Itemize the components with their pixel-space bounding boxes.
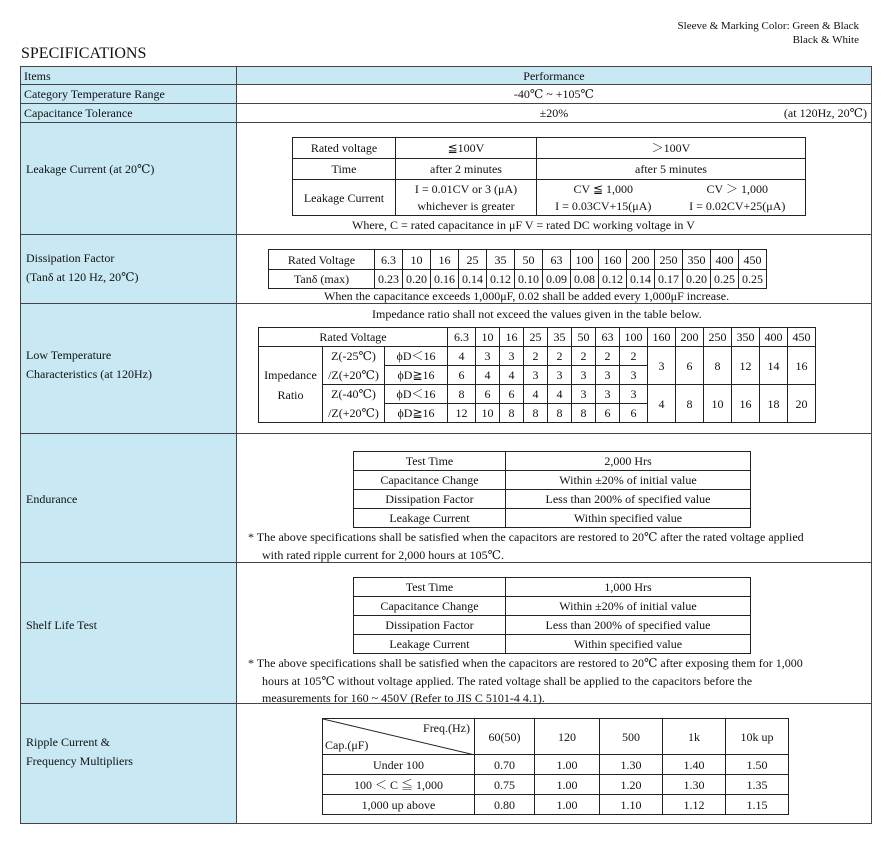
lt-voltage-cell: 400 — [760, 328, 788, 347]
ripple-mult-cell: 1.20 — [600, 775, 663, 795]
ripple-mult-cell: 1.30 — [663, 775, 726, 795]
lt-value-cell: 2 — [596, 347, 620, 366]
lt-ratio: Ratio — [277, 387, 304, 402]
lk-rated-voltage: Rated voltage — [293, 138, 396, 159]
ripple-mult-cell: 1.10 — [600, 795, 663, 815]
lt-value-cell: 3 — [524, 366, 548, 385]
ripple-mult-cell: 0.70 — [475, 755, 535, 775]
df-voltage-cell: 350 — [683, 250, 711, 270]
lt-value-cell: 12 — [448, 404, 476, 423]
df-tan-label: Tanδ (max) — [269, 270, 375, 289]
ripple-label-1: Ripple Current & — [26, 735, 110, 749]
ripple-mult-cell: 1.30 — [600, 755, 663, 775]
endurance-item-cell: Capacitance Change — [354, 471, 506, 490]
lk-f1b: whichever is greater — [417, 198, 515, 213]
endurance-item-cell: Dissipation Factor — [354, 490, 506, 509]
df-voltage-cell: 400 — [711, 250, 739, 270]
df-voltage-cell: 450 — [739, 250, 767, 270]
lt-value-cell: 20 — [788, 385, 816, 423]
lt-value-cell: 3 — [596, 366, 620, 385]
lt-value-cell: 12 — [732, 347, 760, 385]
lt-value-cell: 10 — [476, 404, 500, 423]
lt-table — [258, 327, 816, 423]
lt-value-cell: 10 — [704, 385, 732, 423]
lt-d4: ϕD≧16 — [385, 404, 448, 423]
ripple-row — [323, 755, 789, 775]
endurance-label: Endurance — [26, 492, 78, 506]
lt-value-cell: 6 — [596, 404, 620, 423]
shelf-row — [354, 597, 751, 616]
tolerance-value: ±20% — [539, 106, 569, 120]
lk-t2: after 5 minutes — [537, 159, 806, 180]
sleeve-color-note — [678, 19, 859, 47]
lt-value-cell: 3 — [548, 366, 572, 385]
leakage-label: Leakage Current (at 20℃) — [26, 162, 155, 176]
ripple-mult-cell: 1.40 — [663, 755, 726, 775]
ripple-cap-cell: 100 ＜ C ≦ 1,000 — [323, 775, 475, 795]
shelf-row — [354, 635, 751, 654]
df-value-cell: 0.20 — [683, 270, 711, 289]
tolerance-cell — [236, 104, 871, 123]
shelf-note-2: hours at 105℃ without voltage applied. The rated voltage shall be applied to the capacitors before the — [262, 674, 753, 688]
df-value-cell: 0.23 — [375, 270, 403, 289]
lt-value-cell: 2 — [524, 347, 548, 366]
lt-value-cell: 8 — [524, 404, 548, 423]
lt-value-cell: 6 — [620, 404, 648, 423]
df-voltage-cell: 10 — [403, 250, 431, 270]
lt-value-cell: 6 — [448, 366, 476, 385]
performance-header: Performance — [236, 67, 871, 85]
lt-value-cell: 16 — [788, 347, 816, 385]
df-voltage-cell: 16 — [431, 250, 459, 270]
lt-value-cell: 4 — [524, 385, 548, 404]
lt-value-cell: 3 — [648, 347, 676, 385]
lt-rated-label: Rated Voltage — [259, 328, 448, 347]
lt-impedance: Impedance — [264, 367, 317, 382]
lk-f3b: I = 0.02CV+25(μA) — [689, 198, 786, 213]
ripple-row — [323, 775, 789, 795]
df-value-cell: 0.10 — [515, 270, 543, 289]
lt-voltage-cell: 35 — [548, 328, 572, 347]
shelf-value-cell: Within specified value — [506, 635, 751, 654]
endurance-row — [354, 452, 751, 471]
lt-value-cell: 6 — [476, 385, 500, 404]
shelf-row — [354, 616, 751, 635]
lt-voltage-cell: 25 — [524, 328, 548, 347]
shelf-label: Shelf Life Test — [26, 618, 97, 632]
lt-z40: Z(-40℃) — [323, 385, 385, 404]
lt-value-cell: 3 — [596, 385, 620, 404]
df-voltage-cell: 250 — [655, 250, 683, 270]
lt-voltage-cell: 450 — [788, 328, 816, 347]
tolerance-label: Capacitance Tolerance — [21, 104, 237, 123]
lt-value-cell: 6 — [676, 347, 704, 385]
lk-f2a: CV ≦ 1,000 — [573, 181, 633, 196]
lt-voltage-cell: 100 — [620, 328, 648, 347]
ripple-mult-cell: 1.00 — [535, 755, 600, 775]
ripple-freq-cell: 60(50) — [475, 719, 535, 755]
lt-value-cell: 2 — [620, 347, 648, 366]
lt-voltage-cell: 6.3 — [448, 328, 476, 347]
df-value-cell: 0.14 — [459, 270, 487, 289]
lt-intro: Impedance ratio shall not exceed the values given in the table below. — [372, 307, 702, 321]
lk-f1a: I = 0.01CV or 3 (μA) — [414, 181, 518, 196]
lt-z25: Z(-25℃) — [323, 347, 385, 366]
ripple-mult-cell: 0.80 — [475, 795, 535, 815]
page-title: SPECIFICATIONS — [21, 45, 147, 62]
lt-d3: ϕD＜16 — [385, 385, 448, 404]
lt-voltage-cell: 350 — [732, 328, 760, 347]
df-voltage-cell: 25 — [459, 250, 487, 270]
endurance-value-cell: Less than 200% of specified value — [506, 490, 751, 509]
sleeve-line-2: Black & White — [792, 34, 859, 46]
lt-value-cell: 4 — [448, 347, 476, 366]
endurance-row — [354, 471, 751, 490]
shelf-item-cell: Dissipation Factor — [354, 616, 506, 635]
shelf-value-cell: Within ±20% of initial value — [506, 597, 751, 616]
lt-value-cell: 8 — [500, 404, 524, 423]
shelf-value-cell: 1,000 Hrs — [506, 578, 751, 597]
lt-value-cell: 8 — [572, 404, 596, 423]
endurance-item-cell: Leakage Current — [354, 509, 506, 528]
shelf-item-cell: Capacitance Change — [354, 597, 506, 616]
endurance-row — [354, 509, 751, 528]
endurance-table — [353, 451, 751, 528]
endurance-note-2: with rated ripple current for 2,000 hours at 105℃. — [262, 548, 505, 562]
df-value-cell: 0.20 — [403, 270, 431, 289]
lt-voltage-cell: 16 — [500, 328, 524, 347]
shelf-note-1: * The above specifications shall be satisfied when the capacitors are restored to 20℃ after exposing them for 1,000 — [248, 656, 803, 670]
lt-value-cell: 14 — [760, 347, 788, 385]
df-voltage-cell: 6.3 — [375, 250, 403, 270]
lk-time: Time — [293, 159, 396, 180]
ripple-mult-cell: 1.12 — [663, 795, 726, 815]
lt-voltage-cell: 50 — [572, 328, 596, 347]
lk-f3a: CV ＞ 1,000 — [706, 181, 768, 196]
lt-value-cell: 8 — [676, 385, 704, 423]
lt-value-cell: 6 — [500, 385, 524, 404]
lt-value-cell: 3 — [500, 347, 524, 366]
lk-t1: after 2 minutes — [396, 159, 537, 180]
ripple-freq-cell: 10k up — [726, 719, 789, 755]
df-value-cell: 0.08 — [571, 270, 599, 289]
lt-z20a: /Z(+20℃) — [323, 366, 385, 385]
ripple-mult-cell: 1.35 — [726, 775, 789, 795]
ripple-mult-cell: 0.75 — [475, 775, 535, 795]
lt-d2: ϕD≧16 — [385, 366, 448, 385]
shelf-item-cell: Leakage Current — [354, 635, 506, 654]
lt-value-cell: 3 — [572, 385, 596, 404]
df-voltage-cell: 160 — [599, 250, 627, 270]
ripple-freq-cell: 120 — [535, 719, 600, 755]
df-voltage-cell: 63 — [543, 250, 571, 270]
ripple-row — [323, 795, 789, 815]
endurance-item-cell: Test Time — [354, 452, 506, 471]
temp-range-label: Category Temperature Range — [21, 85, 237, 104]
ripple-mult-cell: 1.00 — [535, 795, 600, 815]
temp-range-value: -40℃ ~ +105℃ — [236, 85, 871, 104]
endurance-value-cell: Within specified value — [506, 509, 751, 528]
endurance-row — [354, 490, 751, 509]
lt-value-cell: 4 — [648, 385, 676, 423]
ripple-cap-label: Cap.(μF) — [325, 738, 369, 752]
ripple-table — [322, 718, 789, 815]
ripple-freq-cell: 1k — [663, 719, 726, 755]
df-value-cell: 0.09 — [543, 270, 571, 289]
items-header: Items — [21, 67, 237, 85]
df-value-cell: 0.25 — [711, 270, 739, 289]
ripple-freq-cell: 500 — [600, 719, 663, 755]
lt-value-cell: 4 — [500, 366, 524, 385]
lt-value-cell: 16 — [732, 385, 760, 423]
lt-value-cell: 8 — [704, 347, 732, 385]
endurance-note-1: * The above specifications shall be satisfied when the capacitors are restored to 20℃ after the rated voltage applied — [248, 530, 804, 544]
lt-z20b: /Z(+20℃) — [323, 404, 385, 423]
ripple-cap-cell: Under 100 — [323, 755, 475, 775]
df-voltage-cell: 35 — [487, 250, 515, 270]
lk-v2: ＞100V — [537, 138, 806, 159]
ripple-cap-cell: 1,000 up above — [323, 795, 475, 815]
lk-v1: ≦100V — [396, 138, 537, 159]
lt-voltage-cell: 250 — [704, 328, 732, 347]
df-table — [268, 249, 767, 289]
ripple-freq-label: Freq.(Hz) — [423, 721, 470, 735]
lt-value-cell: 3 — [620, 366, 648, 385]
lt-value-cell: 8 — [448, 385, 476, 404]
lt-value-cell: 4 — [476, 366, 500, 385]
df-value-cell: 0.12 — [487, 270, 515, 289]
lt-value-cell: 2 — [572, 347, 596, 366]
lt-label-2: Characteristics (at 120Hz) — [26, 367, 152, 381]
lt-voltage-cell: 63 — [596, 328, 620, 347]
lt-value-cell: 8 — [548, 404, 572, 423]
df-label-1: Dissipation Factor — [26, 251, 115, 265]
lt-voltage-cell: 200 — [676, 328, 704, 347]
df-value-cell: 0.16 — [431, 270, 459, 289]
lk-f2b: I = 0.03CV+15(μA) — [555, 198, 652, 213]
shelf-value-cell: Less than 200% of specified value — [506, 616, 751, 635]
lt-value-cell: 4 — [548, 385, 572, 404]
endurance-value-cell: 2,000 Hrs — [506, 452, 751, 471]
df-note: When the capacitance exceeds 1,000μF, 0.02 shall be added every 1,000μF increase. — [324, 289, 730, 303]
df-value-cell: 0.17 — [655, 270, 683, 289]
lt-value-cell: 3 — [476, 347, 500, 366]
shelf-item-cell: Test Time — [354, 578, 506, 597]
lt-value-cell: 3 — [572, 366, 596, 385]
shelf-table — [353, 577, 751, 654]
lt-voltage-cell: 10 — [476, 328, 500, 347]
df-voltage-cell: 200 — [627, 250, 655, 270]
leakage-where-note: Where, C = rated capacitance in μF V = rated DC working voltage in V — [352, 218, 695, 232]
df-label-2: (Tanδ at 120 Hz, 20℃) — [26, 270, 139, 284]
df-value-cell: 0.12 — [599, 270, 627, 289]
ripple-mult-cell: 1.00 — [535, 775, 600, 795]
lt-value-cell: 3 — [620, 385, 648, 404]
leakage-table — [292, 137, 806, 216]
sleeve-line-1: Sleeve & Marking Color: Green & Black — [677, 20, 859, 32]
df-rated-label: Rated Voltage — [269, 250, 375, 270]
df-value-cell: 0.14 — [627, 270, 655, 289]
ripple-label-2: Frequency Multipliers — [26, 754, 133, 768]
ripple-mult-cell: 1.15 — [726, 795, 789, 815]
df-voltage-cell: 50 — [515, 250, 543, 270]
tolerance-note: (at 120Hz, 20℃) — [783, 106, 867, 120]
endurance-value-cell: Within ±20% of initial value — [506, 471, 751, 490]
lt-d1: ϕD＜16 — [385, 347, 448, 366]
lt-label-1: Low Temperature — [26, 348, 112, 362]
ripple-mult-cell: 1.50 — [726, 755, 789, 775]
ripple-corner — [323, 719, 475, 755]
shelf-row — [354, 578, 751, 597]
lt-value-cell: 2 — [548, 347, 572, 366]
df-value-cell: 0.25 — [739, 270, 767, 289]
df-voltage-cell: 100 — [571, 250, 599, 270]
shelf-note-3: measurements for 160 ~ 450V (Refer to JIS C 5101-4 4.1). — [262, 691, 545, 705]
lt-value-cell: 18 — [760, 385, 788, 423]
lt-voltage-cell: 160 — [648, 328, 676, 347]
lk-leakage: Leakage Current — [293, 180, 396, 216]
